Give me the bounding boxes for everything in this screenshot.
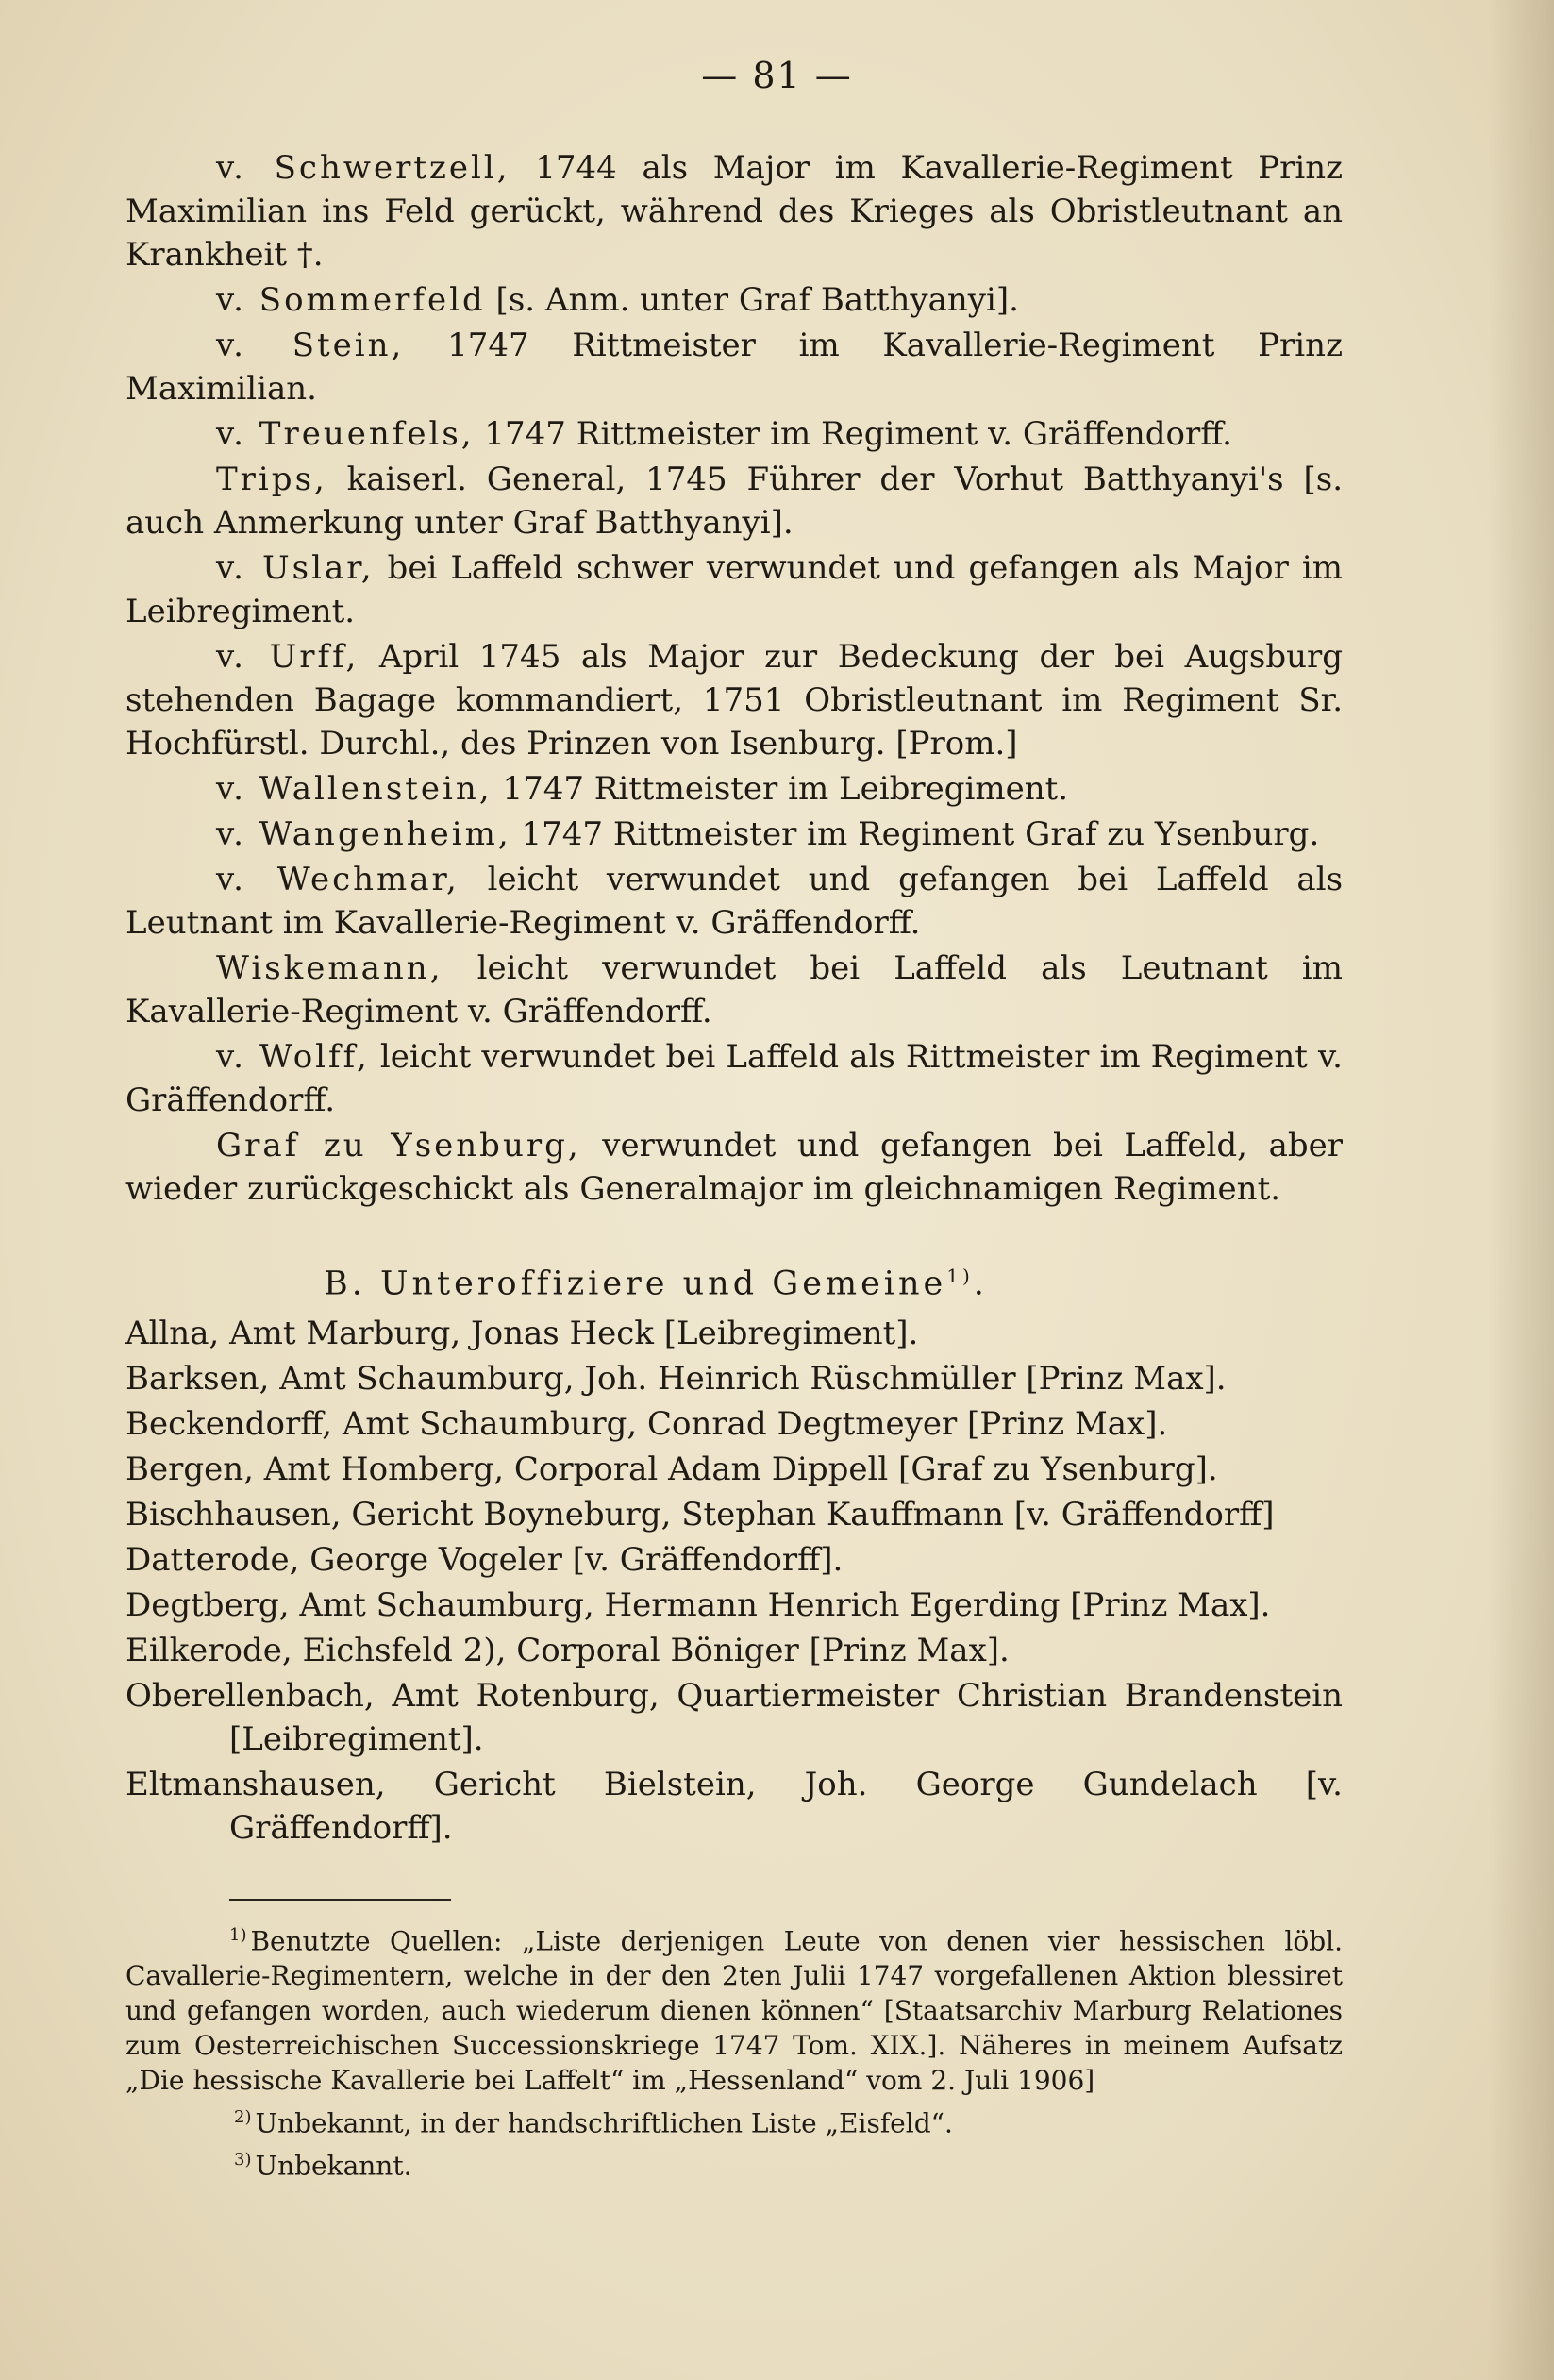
footnotes [125,1918,1343,2184]
footnote-mark: 1) [229,1924,247,1945]
officer-name: v. Wechmar, [216,861,460,898]
footnote-text: Unbekannt. [255,2150,412,2182]
section-heading [125,1254,1343,1306]
officer-name: v. Wangenheim, [216,815,511,853]
soldier-entry: Beckendorff, Amt Schaumburg, Conrad Degtmeyer [Prinz Max]. [125,1404,1168,1443]
footnote-text: Benutzte Quellen: „Liste derjenigen Leute von denen vier hessischen löbl. Cavallerie-Regimentern, welche in der den 2ten Julii 1747 vorgefallenen Aktion blessiret und gefangen worden, auch wiederum dienen können“ [Staatsarchiv Marburg Relationes zum Oesterreichischen Successionskriege 1747 Tom. XIX.]. Näheres in meinem Aufsatz „Die hessische Kavallerie bei Laffelt“ im „Hessenland“ vom 2. Juli 1906] [125,1924,1343,2096]
footnote [125,2100,1343,2140]
officer-text: 1747 Rittmeister im Regiment v. Gräffendorff. [474,415,1232,453]
soldier-list [125,1312,1343,1850]
page-number: — 81 — [701,55,853,96]
soldier-entry: Oberellenbach, Amt Rotenburg, Quartiermeister Christian Brandenstein [Leibregiment]. [125,1676,1343,1758]
officer-entry [125,767,1343,811]
officer-name: Wiskemann, [216,949,443,987]
officer-text: kaiserl. General, 1745 Führer der Vorhut Batthyanyi's [s. auch Anmerkung unter Graf Batthyanyi]. [125,461,1343,542]
soldier-entry: Allna, Amt Marburg, Jonas Heck [Leibregiment]. [125,1314,919,1352]
officer-entry [125,635,1343,765]
section-prefix: B. [324,1265,380,1303]
officer-name: v. Schwertzell, [216,149,510,187]
officer-entry [125,1124,1343,1211]
officer-entry [125,858,1343,945]
body-text [125,146,1343,2186]
section-title: Unteroffiziere und Gemeine [379,1265,947,1303]
officer-entry [125,1035,1343,1122]
soldier-entry: Bischhausen, Gericht Boyneburg, Stephan Kauffmann [v. Gräffendorff] [125,1495,1275,1534]
soldier-entry: Barksen, Amt Schaumburg, Joh. Heinrich Rüschmüller [Prinz Max]. [125,1359,1227,1398]
footnote-text: Unbekannt, in der handschriftlichen Liste „Eisfeld“. [255,2107,953,2139]
officer-name: v. Sommerfeld [216,281,486,319]
officer-entry [125,947,1343,1033]
footnote-mark: 2) [234,2106,252,2127]
page-edge-shadow [1488,0,1554,2380]
officer-entry [125,458,1343,545]
officer-text: 1747 Rittmeister im Leibregiment. [492,770,1069,808]
officer-text: 1744 als Major im Kavallerie-Regiment Prinz Maximilian ins Feld gerückt, während des Krieges als Obristleutnant an Krankheit †. [125,149,1344,274]
officer-name: v. Wolff, [216,1038,370,1076]
officer-list [125,146,1343,1211]
officer-text: April 1745 als Major zur Bedeckung der bei Augsburg stehenden Bagage kommandiert, 1751 Obristleutnant im Regiment Sr. Hochfürstl. Durchl., des Prinzen von Isenburg. [Prom.] [125,638,1343,763]
soldier-entry: Bergen, Amt Homberg, Corporal Adam Dippell [Graf zu Ysenburg]. [125,1450,1218,1488]
officer-name: Trips, [216,461,327,498]
officer-text: 1747 Rittmeister im Kavallerie-Regiment Prinz Maximilian. [125,327,1343,408]
soldier-entry: Datterode, George Vogeler [v. Gräffendorff]. [125,1540,844,1579]
officer-text: 1747 Rittmeister im Regiment Graf zu Ysenburg. [510,815,1320,853]
officer-entry [125,813,1343,856]
officer-name: v. Wallenstein, [216,770,493,808]
section-suffix: . [973,1265,988,1303]
soldier-entry: Eilkerode, Eichsfeld 2), Corporal Böniger [Prinz Max]. [125,1631,1010,1669]
footnote [125,1918,1343,2098]
footnote-ref: 1) [946,1265,974,1287]
footnote-divider [229,1899,451,1901]
officer-text: [s. Anm. unter Graf Batthyanyi]. [485,281,1019,319]
officer-text: leicht verwundet bei Laffeld als Rittmeister im Regiment v. Gräffendorff. [125,1038,1343,1119]
officer-name: v. Uslar, [216,549,375,587]
officer-entry [125,412,1343,456]
footnote-mark: 3) [234,2150,252,2170]
footnote [125,2142,1343,2183]
officer-name: Graf zu Ysenburg, [216,1127,581,1165]
officer-text: leicht verwundet und gefangen bei Laffeld als Leutnant im Kavallerie-Regiment v. Gräffendorff. [125,861,1344,942]
officer-name: v. Stein, [216,327,405,364]
officer-entry [125,546,1343,633]
officer-entry [125,146,1343,277]
officer-name: v. Urff, [216,638,359,676]
officer-text: verwundet und gefangen bei Laffeld, aber wieder zurückgeschickt als Generalmajor im gleichnamigen Regiment. [125,1127,1343,1208]
officer-text: leicht verwundet bei Laffeld als Leutnant im Kavallerie-Regiment v. Gräffendorff. [125,949,1343,1031]
officer-text: bei Laffeld schwer verwundet und gefangen als Major im Leibregiment. [125,549,1343,630]
officer-entry [125,324,1343,411]
officer-name: v. Treuenfels, [216,415,475,453]
soldier-entry: Degtberg, Amt Schaumburg, Hermann Henrich Egerding [Prinz Max]. [125,1585,1271,1624]
soldier-entry: Eltmanshausen, Gericht Bielstein, Joh. George Gundelach [v. Gräffendorff]. [125,1765,1343,1847]
officer-entry [125,278,1343,322]
